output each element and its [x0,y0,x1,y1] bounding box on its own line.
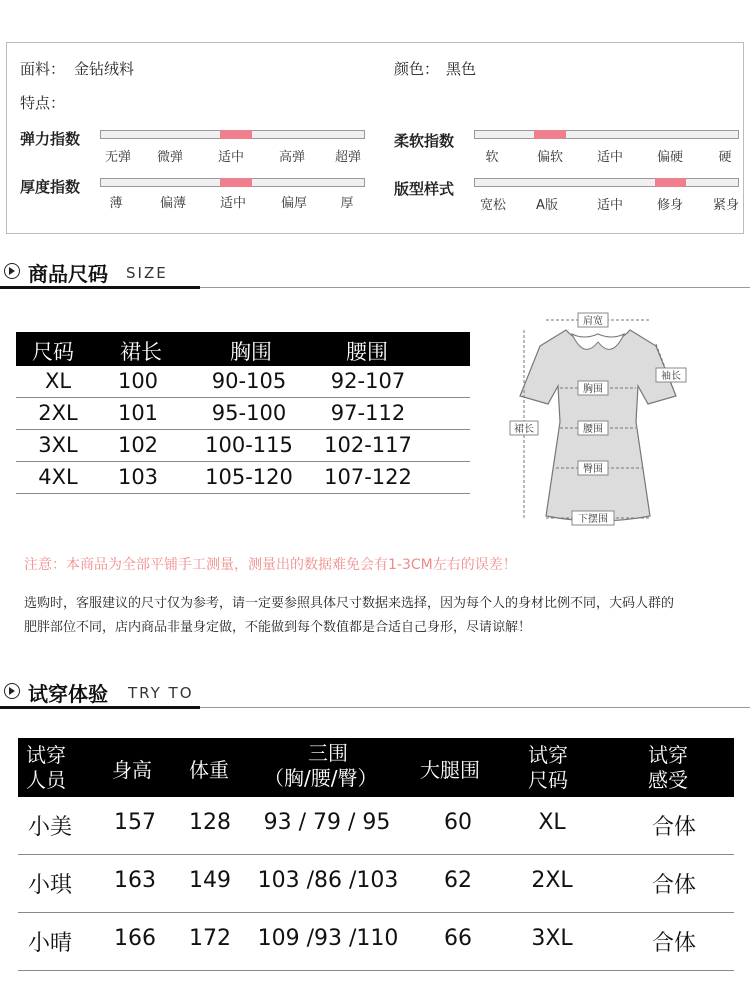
hip-label: 臀围 [583,464,603,475]
softness-index-label: 柔软指数 [394,132,455,150]
header-rule [0,706,200,709]
table-cell: 103 [117,465,159,489]
try-section-subtitle: TRY TO [128,684,194,702]
table-cell: 90-105 [211,369,287,393]
tick-label: 偏厚 [280,196,308,211]
table-row [18,797,734,855]
thickness-scale [100,178,365,187]
shoulder-label: 肩宽 [583,316,603,327]
table-row [16,398,470,430]
tick-label: 超弹 [334,150,362,165]
table-cell: 3XL [531,926,573,951]
measurement-notice: 注意：本商品为全部平铺手工测量，测量出的数据难免会有1-3CM左右的误差！ [24,557,517,573]
tick-label: 偏硬 [656,150,684,165]
column-header: 体重 [189,758,229,782]
column-header: 尺码 [32,340,74,364]
table-cell: 62 [444,868,472,893]
table-cell: 小美 [27,815,73,840]
size-advice-text: 选购时，客服建议的尺寸仅为参考，请一定要参照具体尺寸数据来选择，因为每个人的身材比例不同，大码人群的 [24,596,675,611]
try-table-header [18,738,734,797]
tick-label: A版 [536,198,558,213]
table-cell: 100-115 [205,433,293,457]
table-cell: 128 [189,810,231,835]
column-header: 腰围 [346,340,388,364]
table-cell: 172 [189,926,231,951]
column-header: 三围 [308,741,348,765]
table-cell: 109 /93 /110 [257,926,399,951]
table-cell: 97-112 [330,401,406,425]
tick-label: 适中 [219,196,247,211]
column-header: 身高 [112,758,152,782]
thickness-index-label: 厚度指数 [20,178,81,196]
play-circle-icon [4,263,20,279]
column-header: 感受 [648,768,688,792]
tick-label: 厚 [340,196,354,211]
color-value: 黑色 [446,60,477,78]
size-table [16,332,470,494]
waist-label: 腰围 [583,424,603,435]
elasticity-marker [220,130,252,139]
table-cell: 合体 [651,873,697,898]
table-cell: 166 [114,926,156,951]
table-cell: 93 / 79 / 95 [263,810,391,835]
table-cell: 60 [444,810,472,835]
table-cell: 107-122 [324,465,412,489]
size-advice-text: 肥胖部位不同，店内商品非量身定做，不能做到每个数值都是合适自己身形，尽请谅解！ [24,620,532,635]
table-cell: 100 [117,369,159,393]
dress-measurement-diagram [506,304,691,530]
header-rule [200,287,750,288]
column-header: 裙长 [120,340,162,364]
fit-style-scale [474,178,739,187]
elasticity-scale [100,130,365,139]
play-circle-icon [4,683,20,699]
tick-label: 适中 [217,150,245,165]
try-section-header [0,674,750,710]
softness-marker [534,130,566,139]
table-cell: 合体 [651,931,697,956]
column-header: 人员 [26,768,66,792]
thickness-ticks [100,192,365,210]
tick-label: 适中 [596,150,624,165]
try-section-title: 试穿体验 [28,682,108,706]
table-cell: 2XL [531,868,573,893]
softness-ticks [474,146,739,164]
hem-label: 下摆围 [578,514,608,525]
tick-label: 软 [485,150,499,165]
table-cell: 66 [444,926,472,951]
column-header: 试穿 [528,743,568,767]
table-cell: 101 [117,401,159,425]
table-cell: 149 [189,868,231,893]
tick-label: 薄 [109,196,123,211]
column-header: 尺码 [528,768,568,792]
table-cell: 2XL [38,401,78,425]
tick-label: 偏薄 [159,196,187,211]
tick-label: 宽松 [479,198,507,213]
table-row [18,855,734,913]
elasticity-index-label: 弹力指数 [20,130,81,148]
fit-style-index-label: 版型样式 [394,180,455,198]
chest-label: 胸围 [583,384,603,395]
table-cell: 163 [114,868,156,893]
try-on-table [18,738,734,971]
table-cell: XL [44,369,72,393]
tick-label: 硬 [718,150,732,165]
header-rule [200,707,750,708]
table-cell: XL [538,810,566,835]
table-cell: 103 /86 /103 [257,868,399,893]
column-header: 大腿围 [420,758,480,782]
softness-scale [474,130,739,139]
table-row [16,462,470,494]
length-label: 裙长 [514,424,534,435]
column-header: 胸围 [230,340,272,364]
fabric-value: 金钻绒料 [74,60,135,78]
table-cell: 95-100 [211,401,287,425]
size-section-title: 商品尺码 [28,262,108,286]
table-cell: 92-107 [330,369,406,393]
column-header: （胸/腰/臀） [264,766,378,790]
tick-label: 修身 [656,198,684,213]
size-section-subtitle: SIZE [126,264,168,282]
table-cell: 小琪 [27,873,73,898]
table-cell: 4XL [38,465,78,489]
table-cell: 合体 [651,815,697,840]
column-header: 试穿 [26,743,66,767]
table-row [16,430,470,462]
table-cell: 3XL [38,433,78,457]
table-cell: 157 [114,810,156,835]
table-row [18,913,734,971]
elasticity-ticks [100,146,365,164]
thickness-marker [220,178,252,187]
color-label: 颜色： [394,60,440,78]
header-rule [0,286,200,289]
table-cell: 102-117 [324,433,412,457]
tick-label: 高弹 [278,150,306,165]
tick-label: 微弹 [156,150,184,165]
size-table-header [16,332,470,366]
tick-label: 偏软 [536,150,564,165]
fit-style-ticks [474,194,739,212]
table-cell: 102 [117,433,159,457]
column-header: 试穿 [648,743,688,767]
table-cell: 小晴 [27,931,73,956]
fabric-label: 面料： [20,60,66,78]
table-cell: 105-120 [205,465,293,489]
tick-label: 适中 [596,198,624,213]
tick-label: 紧身 [712,198,740,213]
table-row [16,366,470,398]
sleeve-label: 袖长 [661,371,681,382]
fit-style-marker [655,178,686,187]
size-section-header [0,254,750,290]
tick-label: 无弹 [104,150,132,165]
features-label: 特点： [20,94,66,112]
